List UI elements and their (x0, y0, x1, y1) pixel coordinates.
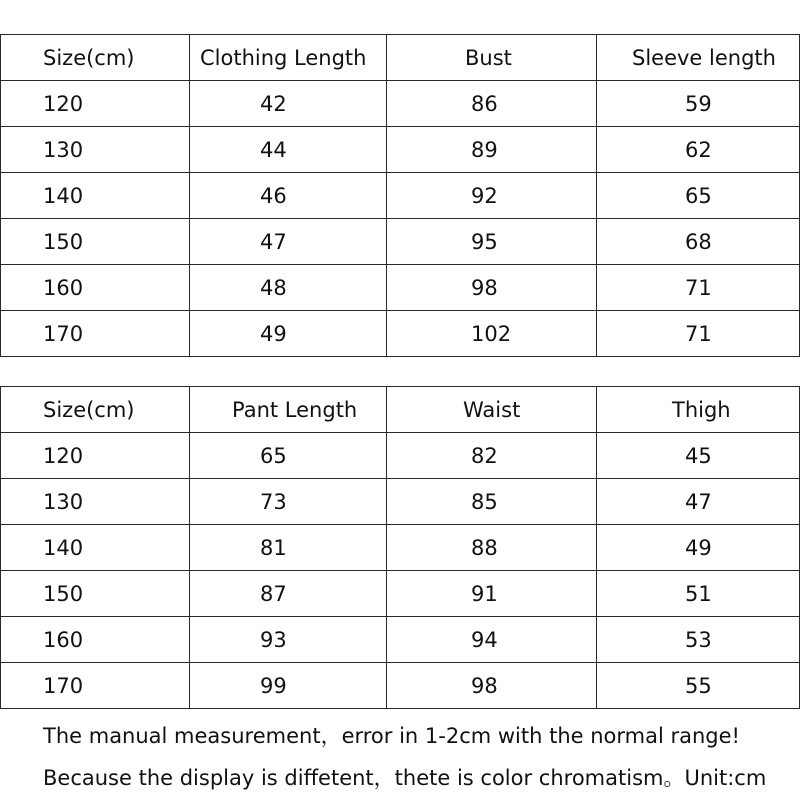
header-cell-waist: Waist (387, 387, 597, 433)
table-cell: 94 (387, 617, 597, 663)
color-unit-note: Because the display is diffetent，thete is color chromatism。Unit:cm (43, 766, 767, 790)
table-cell: 87 (190, 571, 387, 617)
table-cell: 130 (1, 127, 190, 173)
top-table-body (1, 35, 800, 357)
table-row (1, 81, 800, 127)
table-cell: 81 (190, 525, 387, 571)
table-cell: 51 (597, 571, 800, 617)
table-cell: 160 (1, 617, 190, 663)
table-cell: 59 (597, 81, 800, 127)
bottom-size-table (0, 386, 800, 709)
table-row (1, 663, 800, 709)
table-cell: 120 (1, 433, 190, 479)
table-cell: 120 (1, 81, 190, 127)
table-cell: 140 (1, 525, 190, 571)
table-cell: 82 (387, 433, 597, 479)
table-cell: 55 (597, 663, 800, 709)
table-cell: 102 (387, 311, 597, 357)
table-cell: 62 (597, 127, 800, 173)
table-cell: 85 (387, 479, 597, 525)
table-cell: 130 (1, 479, 190, 525)
table-cell: 93 (190, 617, 387, 663)
header-cell-clothing-length: Clothing Length (190, 35, 387, 81)
table-cell: 46 (190, 173, 387, 219)
header-cell-size: Size(cm) (1, 35, 190, 81)
header-cell-sleeve-length: Sleeve length (597, 35, 800, 81)
table-cell: 65 (597, 173, 800, 219)
table-cell: 73 (190, 479, 387, 525)
table-cell: 89 (387, 127, 597, 173)
table-cell: 150 (1, 219, 190, 265)
table-row (1, 617, 800, 663)
table-cell: 160 (1, 265, 190, 311)
table-cell: 98 (387, 265, 597, 311)
table-cell: 42 (190, 81, 387, 127)
table-cell: 47 (190, 219, 387, 265)
table-cell: 45 (597, 433, 800, 479)
measurement-note: The manual measurement，error in 1-2cm with the normal range! (43, 724, 740, 748)
table-cell: 170 (1, 663, 190, 709)
table-cell: 65 (190, 433, 387, 479)
table-cell: 98 (387, 663, 597, 709)
table-header-row (1, 35, 800, 81)
table-cell: 95 (387, 219, 597, 265)
table-cell: 49 (597, 525, 800, 571)
table-cell: 53 (597, 617, 800, 663)
table-cell: 99 (190, 663, 387, 709)
table-cell: 150 (1, 571, 190, 617)
table-cell: 71 (597, 265, 800, 311)
table-cell: 49 (190, 311, 387, 357)
top-size-table (0, 34, 800, 357)
table-cell: 71 (597, 311, 800, 357)
table-row (1, 525, 800, 571)
table-row (1, 311, 800, 357)
table-header-row (1, 387, 800, 433)
table-row (1, 265, 800, 311)
header-cell-pant-length: Pant Length (190, 387, 387, 433)
table-cell: 68 (597, 219, 800, 265)
table-cell: 86 (387, 81, 597, 127)
table-cell: 88 (387, 525, 597, 571)
table-cell: 170 (1, 311, 190, 357)
header-cell-thigh: Thigh (597, 387, 800, 433)
table-cell: 140 (1, 173, 190, 219)
bottom-table-body (1, 387, 800, 709)
table-cell: 44 (190, 127, 387, 173)
table-row (1, 219, 800, 265)
header-cell-size: Size(cm) (1, 387, 190, 433)
table-row (1, 571, 800, 617)
header-cell-bust: Bust (387, 35, 597, 81)
table-row (1, 479, 800, 525)
table-cell: 48 (190, 265, 387, 311)
table-cell: 47 (597, 479, 800, 525)
table-cell: 92 (387, 173, 597, 219)
table-cell: 91 (387, 571, 597, 617)
table-row (1, 433, 800, 479)
table-row (1, 173, 800, 219)
table-row (1, 127, 800, 173)
